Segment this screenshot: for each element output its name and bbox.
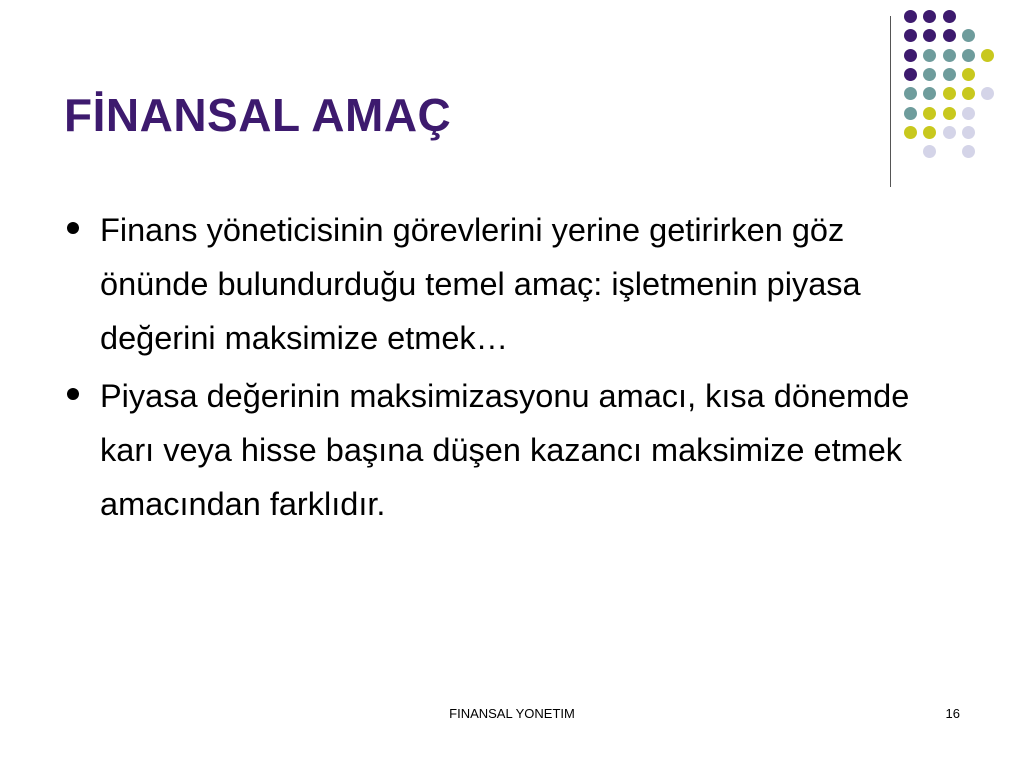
bullet-item bbox=[64, 369, 944, 531]
decorative-dot bbox=[923, 107, 936, 120]
decorative-dot bbox=[943, 107, 956, 120]
decorative-dot bbox=[981, 87, 994, 100]
bullet-item bbox=[64, 203, 944, 365]
decorative-dot bbox=[904, 126, 917, 139]
decorative-dot bbox=[923, 10, 936, 23]
bullet-text: Piyasa değerinin maksimizasyonu amacı, kısa dönemde karı veya hisse başına düşen kazancı maksimize etmek amacından farklıdır. bbox=[100, 378, 910, 522]
decorative-dot bbox=[943, 87, 956, 100]
decorative-dot bbox=[923, 29, 936, 42]
decorative-dot bbox=[904, 29, 917, 42]
decorative-dot bbox=[962, 29, 975, 42]
decorative-dot bbox=[962, 68, 975, 81]
decorative-dot bbox=[962, 145, 975, 158]
decorative-dot-grid bbox=[904, 10, 1004, 170]
bullet-icon bbox=[67, 388, 79, 400]
decorative-dot bbox=[904, 87, 917, 100]
decorative-dot bbox=[962, 49, 975, 62]
bullet-list bbox=[64, 203, 944, 535]
decorative-dot bbox=[904, 10, 917, 23]
bullet-icon bbox=[67, 222, 79, 234]
decorative-dot bbox=[943, 49, 956, 62]
decorative-dot bbox=[962, 126, 975, 139]
decorative-dot bbox=[962, 87, 975, 100]
decorative-dot bbox=[923, 145, 936, 158]
decorative-dot bbox=[943, 126, 956, 139]
decorative-dot bbox=[923, 68, 936, 81]
bullet-text: Finans yöneticisinin görevlerini yerine getirirken göz önünde bulundurduğu temel amaç: işletmenin piyasa değerini maksimize etmek… bbox=[100, 212, 861, 356]
decorative-dot bbox=[962, 107, 975, 120]
decorative-dot bbox=[943, 68, 956, 81]
decorative-dot bbox=[904, 49, 917, 62]
decorative-dot bbox=[981, 49, 994, 62]
divider-line bbox=[890, 16, 891, 187]
decorative-dot bbox=[923, 49, 936, 62]
page-number: 16 bbox=[945, 706, 960, 721]
decorative-dot bbox=[904, 107, 917, 120]
footer-text: FINANSAL YONETIM bbox=[449, 706, 575, 721]
decorative-dot bbox=[943, 29, 956, 42]
slide-title: FİNANSAL AMAÇ bbox=[64, 89, 452, 141]
decorative-dot bbox=[923, 87, 936, 100]
decorative-dot bbox=[904, 68, 917, 81]
decorative-dot bbox=[943, 10, 956, 23]
decorative-dot bbox=[923, 126, 936, 139]
